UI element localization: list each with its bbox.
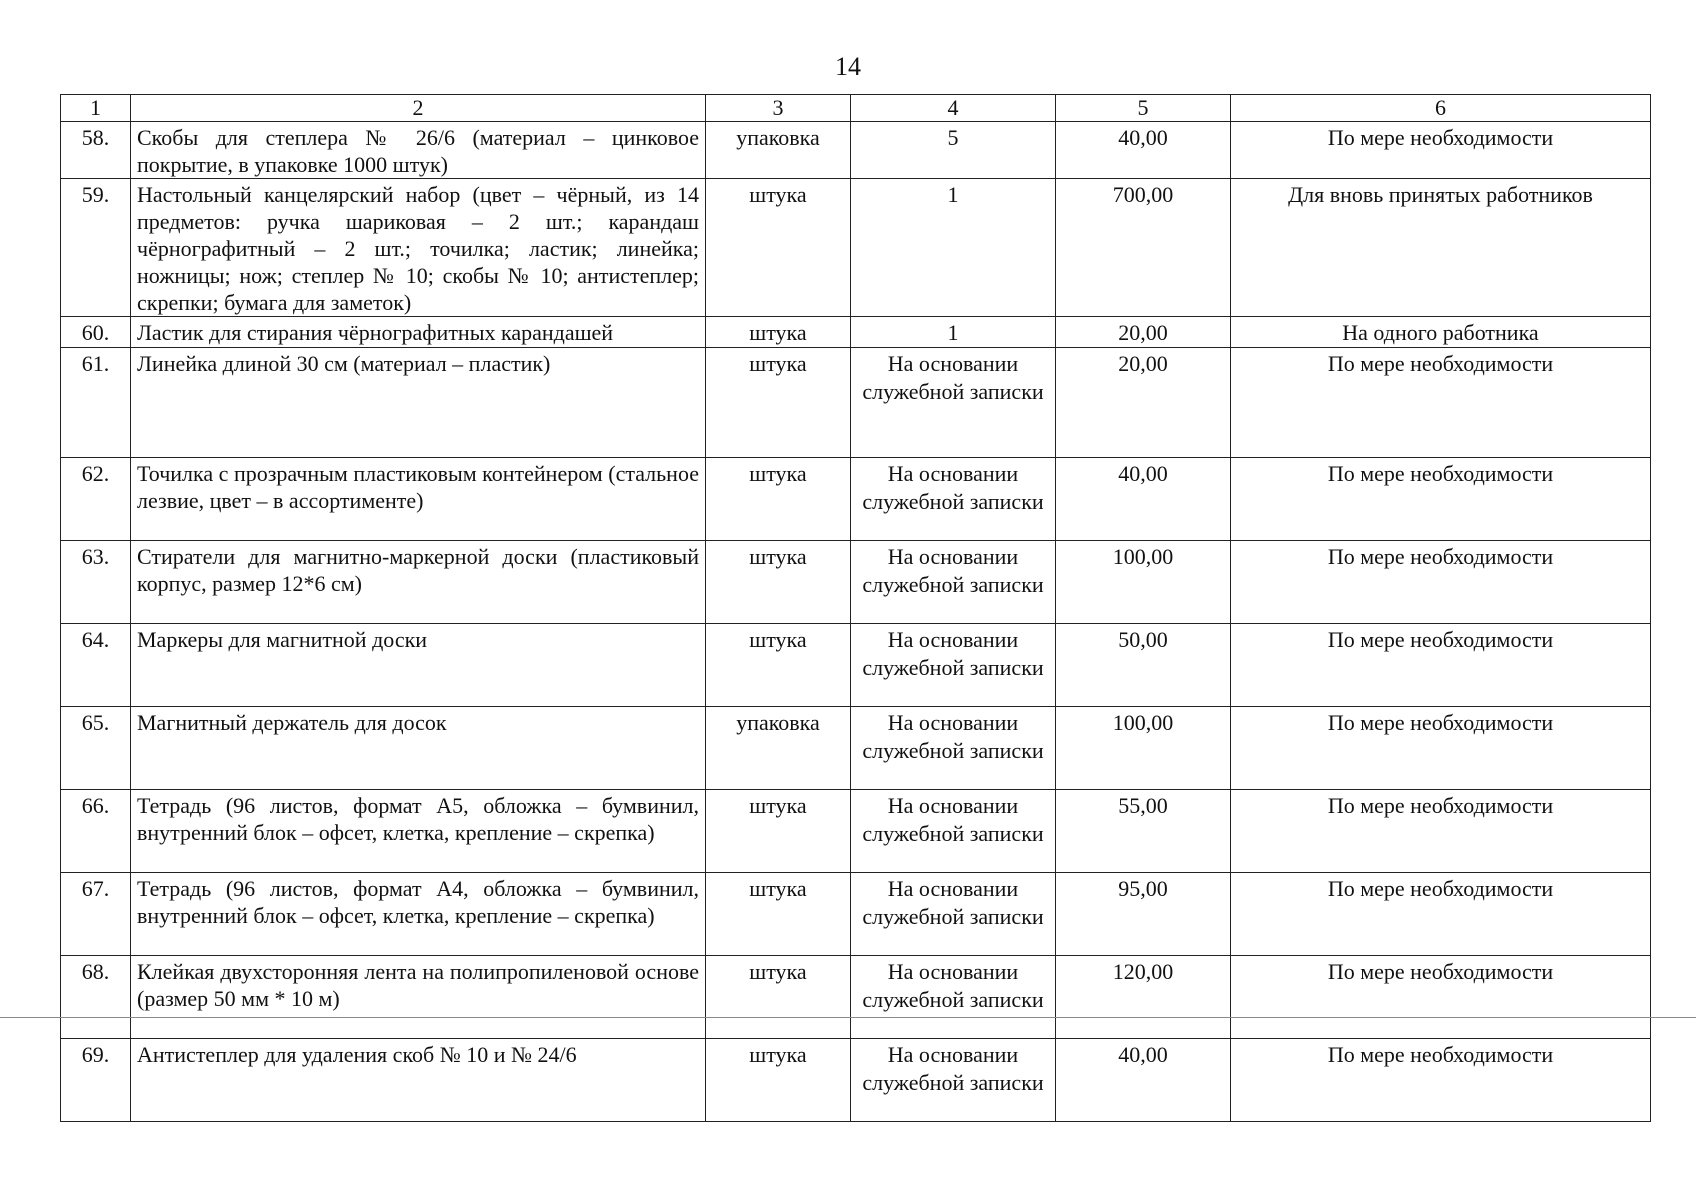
note-cell: По мере необходимости — [1231, 541, 1651, 624]
item-name-cell: Тетрадь (96 листов, формат А4, обложка – бумвинил, внутренний блок – офсет, клетка, крепление – скрепка) — [131, 873, 706, 956]
unit-cell: штука — [706, 790, 851, 873]
item-number-cell: 65. — [61, 707, 131, 790]
column-number-cell: 6 — [1231, 95, 1651, 122]
unit-cell: упаковка — [706, 122, 851, 179]
quantity-cell: 5 — [851, 122, 1056, 179]
scan-artifact-line — [0, 1017, 1696, 1018]
note-cell: По мере необходимости — [1231, 1039, 1651, 1122]
table-row — [61, 458, 1651, 541]
item-name-cell: Клейкая двухсторонняя лента на полипропиленовой основе (размер 50 мм * 10 м) — [131, 956, 706, 1039]
table-row — [61, 707, 1651, 790]
unit-cell: штука — [706, 317, 851, 348]
unit-cell: штука — [706, 624, 851, 707]
table-row — [61, 317, 1651, 348]
table-row — [61, 956, 1651, 1039]
item-number-cell: 68. — [61, 956, 131, 1039]
quantity-cell: На основании служебной записки — [851, 1039, 1056, 1122]
quantity-cell: На основании служебной записки — [851, 348, 1056, 458]
note-cell: На одного работника — [1231, 317, 1651, 348]
column-number-cell: 4 — [851, 95, 1056, 122]
table-row — [61, 790, 1651, 873]
quantity-cell: На основании служебной записки — [851, 873, 1056, 956]
price-cell: 55,00 — [1056, 790, 1231, 873]
column-number-cell: 1 — [61, 95, 131, 122]
supplies-table — [60, 94, 1651, 1122]
item-name-cell: Антистеплер для удаления скоб № 10 и № 24/6 — [131, 1039, 706, 1122]
item-name-cell: Тетрадь (96 листов, формат А5, обложка – бумвинил, внутренний блок – офсет, клетка, крепление – скрепка) — [131, 790, 706, 873]
table-row — [61, 541, 1651, 624]
item-number-cell: 61. — [61, 348, 131, 458]
column-number-row — [61, 95, 1651, 122]
unit-cell: штука — [706, 956, 851, 1039]
price-cell: 40,00 — [1056, 458, 1231, 541]
item-name-cell: Маркеры для магнитной доски — [131, 624, 706, 707]
item-number-cell: 60. — [61, 317, 131, 348]
item-name-cell: Магнитный держатель для досок — [131, 707, 706, 790]
item-name-cell: Стиратели для магнитно-маркерной доски (пластиковый корпус, размер 12*6 см) — [131, 541, 706, 624]
note-cell: Для вновь принятых работников — [1231, 179, 1651, 317]
quantity-cell: На основании служебной записки — [851, 624, 1056, 707]
unit-cell: штука — [706, 458, 851, 541]
table-row — [61, 348, 1651, 458]
quantity-cell: На основании служебной записки — [851, 790, 1056, 873]
price-cell: 700,00 — [1056, 179, 1231, 317]
quantity-cell: На основании служебной записки — [851, 541, 1056, 624]
item-name-cell: Линейка длиной 30 см (материал – пластик) — [131, 348, 706, 458]
quantity-cell: 1 — [851, 317, 1056, 348]
table-row — [61, 1039, 1651, 1122]
price-cell: 95,00 — [1056, 873, 1231, 956]
note-cell: По мере необходимости — [1231, 790, 1651, 873]
item-name-cell: Точилка с прозрачным пластиковым контейнером (стальное лезвие, цвет – в ассортименте) — [131, 458, 706, 541]
quantity-cell: На основании служебной записки — [851, 956, 1056, 1039]
item-number-cell: 62. — [61, 458, 131, 541]
item-number-cell: 69. — [61, 1039, 131, 1122]
note-cell: По мере необходимости — [1231, 873, 1651, 956]
unit-cell: штука — [706, 1039, 851, 1122]
price-cell: 100,00 — [1056, 541, 1231, 624]
unit-cell: штука — [706, 179, 851, 317]
table-row — [61, 624, 1651, 707]
unit-cell: штука — [706, 873, 851, 956]
item-number-cell: 66. — [61, 790, 131, 873]
column-number-cell: 5 — [1056, 95, 1231, 122]
quantity-cell: 1 — [851, 179, 1056, 317]
page-number: 14 — [835, 52, 861, 81]
column-number-cell: 3 — [706, 95, 851, 122]
quantity-cell: На основании служебной записки — [851, 458, 1056, 541]
table-row — [61, 122, 1651, 179]
table-row — [61, 179, 1651, 317]
item-number-cell: 58. — [61, 122, 131, 179]
note-cell: По мере необходимости — [1231, 624, 1651, 707]
item-name-cell: Скобы для степлера № 26/6 (материал – цинковое покрытие, в упаковке 1000 штук) — [131, 122, 706, 179]
price-cell: 40,00 — [1056, 122, 1231, 179]
item-number-cell: 59. — [61, 179, 131, 317]
price-cell: 20,00 — [1056, 348, 1231, 458]
price-cell: 40,00 — [1056, 1039, 1231, 1122]
item-number-cell: 67. — [61, 873, 131, 956]
price-cell: 20,00 — [1056, 317, 1231, 348]
price-cell: 50,00 — [1056, 624, 1231, 707]
note-cell: По мере необходимости — [1231, 707, 1651, 790]
unit-cell: упаковка — [706, 707, 851, 790]
price-cell: 120,00 — [1056, 956, 1231, 1039]
item-number-cell: 64. — [61, 624, 131, 707]
table-row — [61, 873, 1651, 956]
note-cell: По мере необходимости — [1231, 348, 1651, 458]
price-cell: 100,00 — [1056, 707, 1231, 790]
item-name-cell: Ластик для стирания чёрнографитных карандашей — [131, 317, 706, 348]
item-number-cell: 63. — [61, 541, 131, 624]
item-name-cell: Настольный канцелярский набор (цвет – чёрный, из 14 предметов: ручка шариковая – 2 шт.; карандаш чёрнографитный – 2 шт.; точилка; ластик; линейка; ножницы; нож; степлер № 10; скобы № 10; антистеплер; скрепки; бумага для заметок) — [131, 179, 706, 317]
note-cell: По мере необходимости — [1231, 458, 1651, 541]
quantity-cell: На основании служебной записки — [851, 707, 1056, 790]
note-cell: По мере необходимости — [1231, 122, 1651, 179]
unit-cell: штука — [706, 541, 851, 624]
note-cell: По мере необходимости — [1231, 956, 1651, 1039]
unit-cell: штука — [706, 348, 851, 458]
column-number-cell: 2 — [131, 95, 706, 122]
